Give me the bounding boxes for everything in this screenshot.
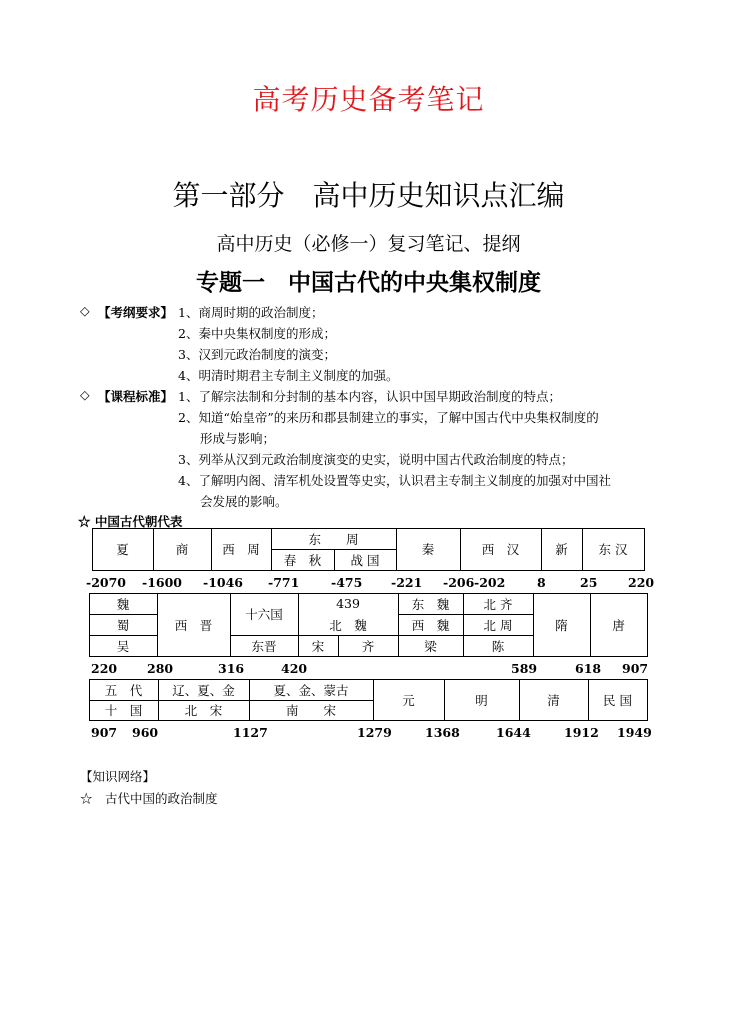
exam-item: 1、商周时期的政治制度； xyxy=(178,305,324,320)
year-label: 618 xyxy=(575,661,602,676)
dynasty-cell-republic: 民 国 xyxy=(603,692,632,708)
year-label: -771 xyxy=(268,575,300,590)
year-label: 8 xyxy=(537,575,546,590)
dynasty-cell-ming: 明 xyxy=(475,692,488,708)
dynasty-cell-ten-kingdoms: 十 国 xyxy=(104,703,143,718)
dynasty-cell-xin: 新 xyxy=(555,542,568,557)
year-label: 1368 xyxy=(425,725,460,740)
year-label: -475 xyxy=(331,575,363,590)
dynasty-cell-wu: 吴 xyxy=(116,638,130,654)
exam-item: 2、秦中央集权制度的形成； xyxy=(178,326,336,341)
dynasty-table-heading: ☆ 中国古代朝代表 xyxy=(78,514,183,529)
dynasty-cell-spring-autumn: 春 秋 xyxy=(283,552,322,568)
year-label: 1279 xyxy=(357,725,392,740)
exam-label: 【考纲要求】 xyxy=(98,305,174,320)
year-label: 220 xyxy=(628,575,655,590)
year-label: 220 xyxy=(91,661,118,676)
year-label: 589 xyxy=(511,661,538,676)
dynasty-cell-xia-jin-mongol: 夏、金、蒙古 xyxy=(273,682,349,698)
year-label: -1600 xyxy=(142,575,182,590)
year-label: 960 xyxy=(132,725,159,740)
year-label: -202 xyxy=(474,575,506,590)
dynasty-cell-northern-zhou: 北 周 xyxy=(483,617,513,633)
dynasty-cell-eastern-wei: 东 魏 xyxy=(411,596,450,612)
dynasty-cell-eastern-jin: 东晋 xyxy=(251,638,277,654)
dynasty-cell-northern-wei: 北 魏 xyxy=(329,617,367,633)
year-label: 1644 xyxy=(496,725,531,740)
dynasty-cell-western-zhou: 西 周 xyxy=(222,542,260,557)
part-title: 第一部分 高中历史知识点汇编 xyxy=(172,179,565,212)
year-label: -206 xyxy=(443,575,475,590)
dynasty-cell-eastern-zhou: 东 周 xyxy=(308,531,359,547)
dynasty-cell-sixteen-kingdoms: 十六国 xyxy=(245,607,283,622)
curriculum-item: 形成与影响； xyxy=(200,431,276,446)
dynasty-cell-qin: 秦 xyxy=(421,542,435,557)
year-label: 1127 xyxy=(233,725,268,740)
year-label: 907 xyxy=(91,725,118,740)
dynasty-cell-western-wei: 西 魏 xyxy=(411,617,450,633)
curriculum-item: 4、了解明内阁、清军机处设置等史实，认识君主专制主义制度的加强对中国社 xyxy=(178,473,611,488)
dynasty-cell-northern-song: 北 宋 xyxy=(184,703,223,718)
curriculum-item: 会发展的影响。 xyxy=(200,494,288,509)
year-label: -1046 xyxy=(203,575,243,590)
dynasty-cell-northern-qi: 北 齐 xyxy=(483,596,513,612)
dynasty-cell-tang: 唐 xyxy=(612,617,625,633)
exam-item: 4、明清时期君主专制主义制度的加强。 xyxy=(178,368,399,383)
dynasty-cell-439: 439 xyxy=(336,596,360,611)
dynasty-cell-western-jin: 西 晋 xyxy=(174,617,213,633)
dynasty-cell-western-han: 西 汉 xyxy=(481,542,520,557)
curriculum-item: 2、知道“始皇帝”的来历和郡县制建立的事实，了解中国古代中央集权制度的 xyxy=(178,410,599,425)
document-title: 高考历史备考笔记 xyxy=(252,83,485,116)
dynasty-cell-qi: 齐 xyxy=(361,638,375,654)
curriculum-item: 1、了解宗法制和分封制的基本内容，认识中国早期政治制度的特点； xyxy=(178,389,561,404)
dynasty-cell-liao-xia-jin: 辽、夏、金 xyxy=(172,682,235,698)
year-label: 420 xyxy=(281,661,308,676)
year-label: 1949 xyxy=(617,725,652,740)
dynasty-cell-five-dynasties: 五 代 xyxy=(104,682,143,698)
year-label: 316 xyxy=(218,661,245,676)
dynasty-cell-liang: 梁 xyxy=(424,638,437,654)
dynasty-cell-eastern-han: 东 汉 xyxy=(598,542,628,557)
curriculum-marker-icon: ◇ xyxy=(80,387,90,402)
year-label: -221 xyxy=(391,575,423,590)
year-label: 25 xyxy=(580,575,598,590)
exam-marker-icon: ◇ xyxy=(80,303,90,318)
dynasty-cell-shu: 蜀 xyxy=(116,617,130,633)
curriculum-item: 3、列举从汉到元政治制度演变的史实，说明中国古代政治制度的特点； xyxy=(178,452,574,467)
dynasty-cell-wei: 魏 xyxy=(116,596,130,612)
dynasty-cell-shang: 商 xyxy=(175,542,189,557)
knowledge-network-item: ☆ 古代中国的政治制度 xyxy=(80,791,218,806)
dynasty-cell-song: 宋 xyxy=(311,638,325,654)
subtitle: 高中历史（必修一）复习笔记、提纲 xyxy=(216,233,521,255)
dynasty-cell-qing: 清 xyxy=(547,692,560,708)
topic-title: 专题一 中国古代的中央集权制度 xyxy=(196,270,541,296)
knowledge-network-label: 【知识网络】 xyxy=(80,769,156,784)
year-label: 1912 xyxy=(564,725,599,740)
dynasty-cell-southern-song: 南 宋 xyxy=(285,703,336,718)
year-label: 907 xyxy=(622,661,649,676)
dynasty-cell-chen: 陈 xyxy=(491,638,505,654)
dynasty-cell-warring-states: 战 国 xyxy=(350,552,380,568)
dynasty-cell-sui: 隋 xyxy=(555,617,568,633)
year-label: -2070 xyxy=(86,575,126,590)
dynasty-cell-yuan: 元 xyxy=(402,692,415,708)
dynasty-cell-xia: 夏 xyxy=(116,542,129,557)
year-label: 280 xyxy=(147,661,174,676)
curriculum-label: 【课程标准】 xyxy=(98,389,174,404)
exam-item: 3、汉到元政治制度的演变； xyxy=(178,347,336,362)
